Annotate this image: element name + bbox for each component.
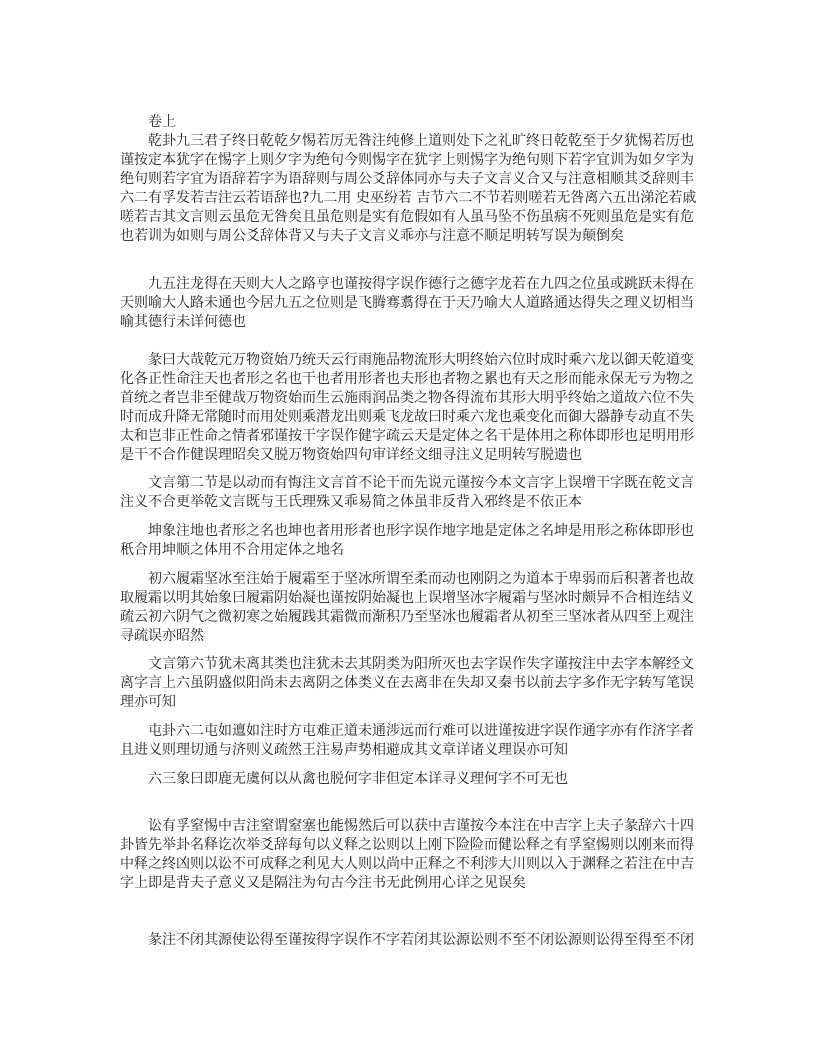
paragraph (120, 474, 720, 512)
paragraph-line: 乾卦九三君子终日乾乾夕惕若厉无咎注纯修上道则处下之礼旷终日乾乾至于夕犹惕若厉也 (148, 133, 694, 149)
paragraph-line: 字上即是背夫子意义又是隔注为句古今注书无此例用心详之见误矣 (120, 875, 526, 891)
paragraph-line: 也若训为如则与周公爻辞体背又与夫子文言义乖亦与注意不顺足明转写误为颠倒矣 (120, 228, 624, 244)
paragraph-line: 卦皆先举卦名释讫次举爻辞每句以义释之讼则以上刚下险险而健讼释之有孚窒惕则以刚来而得 (120, 837, 694, 853)
paragraph-line: 初六履霜坚冰至注始于履霜至于坚冰所谓至柔而动也刚阴之为道本于卑弱而后积著者也故 (148, 571, 694, 587)
paragraph-line: 喻其德行未详何德也 (120, 314, 246, 330)
paragraph (120, 770, 720, 789)
paragraph-line: 寻疏误亦昭然 (120, 628, 204, 644)
paragraph-line: 六二有孚发若吉注云若语辞也?九二用 史巫纷若 吉节六二不节若则嗟若无咎离六五出涕沱若戚 (120, 190, 697, 206)
paragraph (120, 655, 720, 712)
paragraph-line: 谨按定本犹字在惕字上则夕字为绝句今则惕字在犹字上则惕字为绝句则下若字宜训为如夕字为 (120, 152, 694, 168)
paragraph-line: 取履霜以明其始象曰履霜阴始凝也谨按阴始凝也上误增坚冰字履霜与坚冰时颇异不合相连结义 (120, 590, 694, 606)
paragraph-line: 中释之终凶则以讼不可成释之利见大人则以尚中正释之不利涉大川则以入于渊释之若注在中吉 (120, 856, 694, 872)
paragraph (120, 931, 720, 950)
paragraph-line: 坤象注地也者形之名也坤也者用形者也形字误作地字地是定体之名坤是用形之称体即形也 (148, 523, 694, 539)
paragraph (120, 722, 720, 760)
paragraph-line: 文言第二节是以动而有悔注文言首不论干而先说元谨按今本文言字上误增干字既在乾文言 (148, 475, 694, 491)
section-title-text: 卷上 (148, 114, 176, 130)
paragraph-line: 是干不合作健误理昭矣又脱万物资始四句审详经文细寻注义足明转写脱遗也 (120, 447, 582, 463)
paragraph-line: 嗟若吉其文言则云虽危无咎矣且虽危则是实有危假如有人虽马坠不伤虽病不死则虽危是实有危 (120, 209, 694, 225)
paragraph-line: 文言第六节犹未离其类也注犹未去其阴类为阳所灭也去字误作失字谨按注中去字本解经文 (148, 656, 694, 672)
paragraph-line: 理亦可知 (120, 694, 176, 710)
paragraph (120, 570, 720, 646)
paragraph (120, 351, 720, 465)
paragraph-line: 秖合用坤顺之体用不合用定体之地名 (120, 542, 344, 558)
paragraph-line: 绝句则若字宜为语辞若字为语辞则与周公爻辞体同亦与夫子文言义合又与注意相顺其爻辞则丰 (120, 171, 694, 187)
section-title (120, 113, 720, 132)
paragraph (120, 817, 720, 893)
paragraph-line: 彖注不闭其源使讼得至谨按得字误作不字若闭其讼源讼则不至不闭讼源则讼得至得至不闭 (148, 932, 694, 948)
paragraph (120, 522, 720, 560)
paragraph-line: 彖曰大哉乾元万物资始乃统天云行雨施品物流形大明终始六位时成时乘六龙以御天乾道变 (148, 352, 694, 368)
paragraph-line: 化各正性命注天也者形之名也干也者用形者也夫形也者物之累也有天之形而能永保无亏为物之 (120, 371, 694, 387)
paragraph-line: 且进义则理切通与济则义疏然王注易声势相避成其文章详诸义理误亦可知 (120, 742, 568, 758)
paragraph-line: 六三象曰即鹿无虞何以从禽也脱何字非但定本详寻义理何字不可无也 (148, 771, 568, 787)
paragraph-line: 九五注龙得在天则大人之路亨也谨按得字误作德行之德字龙若在九四之位虽或跳跃未得在 (148, 276, 694, 292)
paragraph-line: 离字言上六虽阴盛似阳尚未去离阴之体类义在去离非在失却又秦书以前去字多作无字转写笔误 (120, 675, 694, 691)
paragraph-line: 讼有孚窒惕中吉注窒谓窒塞也能惕然后可以获中吉谨按今本注在中吉字上夫子彖辞六十四 (148, 818, 694, 834)
paragraph-line: 太和岂非正性命之情者邪谨按干字误作健字疏云天是定体之名干是体用之称体即形也足明用形 (120, 428, 694, 444)
paragraph-line: 注义不合更举乾文言既与王氏理殊又乖易简之体虽非反背入邪终是不依正本 (120, 494, 582, 510)
paragraph (120, 132, 720, 246)
paragraph-line: 屯卦六二屯如邅如注时方屯难正道未通涉远而行难可以进谨按进字误作通字亦有作济字者 (148, 723, 694, 739)
paragraph-line: 时而成升降无常随时而用处则乘潜龙出则乘飞龙故曰时乘六龙也乘变化而御大器静专动直不失 (120, 409, 694, 425)
paragraph-line: 首统之者岂非至健哉万物资始而生云施雨润品类之物各得流布其形大明乎终始之道故六位不失 (120, 390, 694, 406)
paragraph (120, 275, 720, 332)
paragraph-line: 天则喻大人路未通也今居九五之位则是飞腾骞翥得在于天乃喻大人道路通达得失之理义切相当 (120, 295, 694, 311)
paragraph-line: 疏云初六阴气之微初寒之始履践其霜微而渐积乃至坚冰也履霜者从初至三坚冰者从四至上观注 (120, 609, 694, 625)
